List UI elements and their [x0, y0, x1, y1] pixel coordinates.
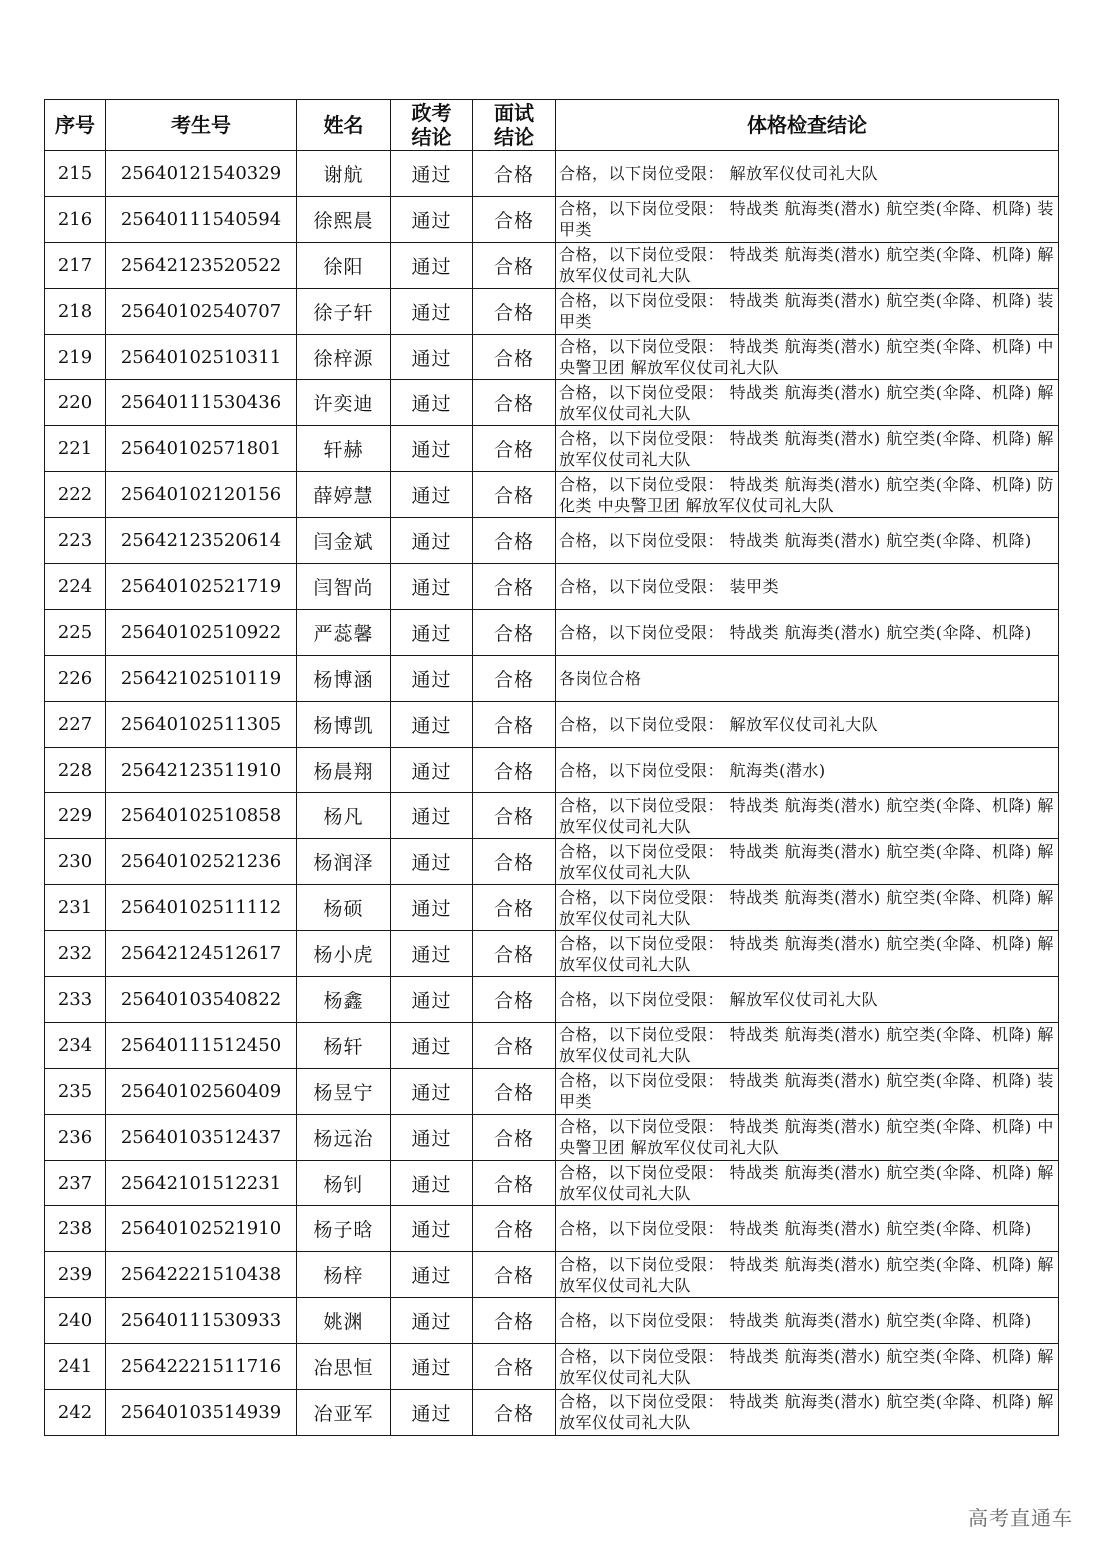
cell-political: 通过 [391, 334, 473, 380]
cell-index: 233 [45, 977, 106, 1023]
cell-name: 杨硕 [297, 885, 391, 931]
cell-exam-id: 25642123520614 [106, 518, 297, 564]
cell-physical: 合格，以下岗位受限： 特战类 航海类(潜水) 航空类(伞降、机降) 解放军仪仗司礼大队 [556, 426, 1059, 472]
cell-political: 通过 [391, 1344, 473, 1390]
cell-political: 通过 [391, 564, 473, 610]
cell-interview: 合格 [473, 1252, 556, 1298]
cell-index: 221 [45, 426, 106, 472]
cell-political: 通过 [391, 1206, 473, 1252]
cell-interview: 合格 [473, 518, 556, 564]
cell-name: 杨轩 [297, 1022, 391, 1068]
cell-physical: 合格，以下岗位受限： 特战类 航海类(潜水) 航空类(伞降、机降) 中央警卫团 解放军仪仗司礼大队 [556, 1114, 1059, 1160]
cell-physical: 合格，以下岗位受限： 特战类 航海类(潜水) 航空类(伞降、机降) 装甲类 [556, 1068, 1059, 1114]
cell-physical: 合格，以下岗位受限： 特战类 航海类(潜水) 航空类(伞降、机降) [556, 518, 1059, 564]
cell-physical: 合格，以下岗位受限： 特战类 航海类(潜水) 航空类(伞降、机降) 解放军仪仗司礼大队 [556, 1022, 1059, 1068]
cell-exam-id: 25642124512617 [106, 931, 297, 977]
cell-index: 232 [45, 931, 106, 977]
cell-interview: 合格 [473, 1114, 556, 1160]
cell-political: 通过 [391, 288, 473, 334]
cell-physical: 合格，以下岗位受限： 特战类 航海类(潜水) 航空类(伞降、机降) 解放军仪仗司礼大队 [556, 380, 1059, 426]
cell-index: 223 [45, 518, 106, 564]
cell-name: 杨凡 [297, 793, 391, 839]
cell-political: 通过 [391, 1160, 473, 1206]
table-row [45, 242, 1059, 288]
cell-exam-id: 25640102510311 [106, 334, 297, 380]
cell-political: 通过 [391, 701, 473, 747]
cell-interview: 合格 [473, 196, 556, 242]
cell-interview: 合格 [473, 609, 556, 655]
cell-physical: 合格，以下岗位受限： 解放军仪仗司礼大队 [556, 977, 1059, 1023]
cell-interview: 合格 [473, 747, 556, 793]
cell-exam-id: 25640102510858 [106, 793, 297, 839]
cell-name: 杨钊 [297, 1160, 391, 1206]
cell-index: 220 [45, 380, 106, 426]
cell-physical: 合格，以下岗位受限： 特战类 航海类(潜水) 航空类(伞降、机降) 解放军仪仗司礼大队 [556, 931, 1059, 977]
cell-exam-id: 25640103512437 [106, 1114, 297, 1160]
cell-index: 228 [45, 747, 106, 793]
cell-political: 通过 [391, 977, 473, 1023]
table-row [45, 701, 1059, 747]
cell-exam-id: 25642123511910 [106, 747, 297, 793]
cell-exam-id: 25640102511112 [106, 885, 297, 931]
cell-interview: 合格 [473, 151, 556, 197]
cell-name: 杨子晗 [297, 1206, 391, 1252]
cell-index: 227 [45, 701, 106, 747]
cell-exam-id: 25640102511305 [106, 701, 297, 747]
cell-exam-id: 25642102510119 [106, 655, 297, 701]
cell-interview: 合格 [473, 380, 556, 426]
table-row [45, 931, 1059, 977]
cell-name: 严蕊馨 [297, 609, 391, 655]
table-row [45, 472, 1059, 518]
cell-interview: 合格 [473, 655, 556, 701]
cell-political: 通过 [391, 609, 473, 655]
cell-interview: 合格 [473, 334, 556, 380]
cell-interview: 合格 [473, 977, 556, 1023]
cell-index: 241 [45, 1344, 106, 1390]
cell-physical: 合格，以下岗位受限： 特战类 航海类(潜水) 航空类(伞降、机降) 中央警卫团 解放军仪仗司礼大队 [556, 334, 1059, 380]
cell-physical: 合格，以下岗位受限： 特战类 航海类(潜水) 航空类(伞降、机降) 解放军仪仗司礼大队 [556, 839, 1059, 885]
cell-interview: 合格 [473, 793, 556, 839]
cell-political: 通过 [391, 885, 473, 931]
cell-physical: 合格，以下岗位受限： 特战类 航海类(潜水) 航空类(伞降、机降) 解放军仪仗司礼大队 [556, 1160, 1059, 1206]
cell-interview: 合格 [473, 564, 556, 610]
cell-interview: 合格 [473, 701, 556, 747]
cell-name: 冶思恒 [297, 1344, 391, 1390]
cell-name: 姚渊 [297, 1298, 391, 1344]
cell-political: 通过 [391, 1114, 473, 1160]
cell-name: 杨润泽 [297, 839, 391, 885]
header-political-line2: 结论 [411, 125, 452, 149]
cell-political: 通过 [391, 518, 473, 564]
cell-exam-id: 25640111512450 [106, 1022, 297, 1068]
cell-name: 谢航 [297, 151, 391, 197]
cell-political: 通过 [391, 196, 473, 242]
cell-physical: 合格，以下岗位受限： 特战类 航海类(潜水) 航空类(伞降、机降) 解放军仪仗司礼大队 [556, 885, 1059, 931]
cell-exam-id: 25642221510438 [106, 1252, 297, 1298]
cell-name: 杨博涵 [297, 655, 391, 701]
cell-name: 徐子轩 [297, 288, 391, 334]
cell-political: 通过 [391, 151, 473, 197]
cell-exam-id: 25640102521910 [106, 1206, 297, 1252]
header-interview-line1: 面试 [494, 101, 534, 125]
cell-exam-id: 25640102521719 [106, 564, 297, 610]
table-row [45, 334, 1059, 380]
cell-interview: 合格 [473, 839, 556, 885]
cell-name: 冶亚军 [297, 1390, 391, 1436]
cell-interview: 合格 [473, 1298, 556, 1344]
cell-political: 通过 [391, 1022, 473, 1068]
table-body [45, 151, 1059, 1436]
table-row [45, 151, 1059, 197]
cell-index: 231 [45, 885, 106, 931]
cell-exam-id: 25640102521236 [106, 839, 297, 885]
cell-index: 229 [45, 793, 106, 839]
cell-exam-id: 25642101512231 [106, 1160, 297, 1206]
cell-physical: 合格，以下岗位受限： 特战类 航海类(潜水) 航空类(伞降、机降) [556, 609, 1059, 655]
cell-name: 徐熙晨 [297, 196, 391, 242]
cell-index: 226 [45, 655, 106, 701]
cell-exam-id: 25640102540707 [106, 288, 297, 334]
table-row [45, 1252, 1059, 1298]
cell-interview: 合格 [473, 1390, 556, 1436]
cell-interview: 合格 [473, 931, 556, 977]
cell-name: 杨梓 [297, 1252, 391, 1298]
cell-name: 轩赫 [297, 426, 391, 472]
table-row [45, 564, 1059, 610]
cell-political: 通过 [391, 1252, 473, 1298]
cell-index: 230 [45, 839, 106, 885]
cell-interview: 合格 [473, 426, 556, 472]
cell-political: 通过 [391, 1298, 473, 1344]
cell-interview: 合格 [473, 472, 556, 518]
table-row [45, 609, 1059, 655]
header-exam-id: 考生号 [106, 100, 297, 151]
cell-index: 240 [45, 1298, 106, 1344]
cell-physical: 合格，以下岗位受限： 航海类(潜水) [556, 747, 1059, 793]
cell-name: 闫智尚 [297, 564, 391, 610]
cell-political: 通过 [391, 472, 473, 518]
cell-index: 219 [45, 334, 106, 380]
table-row [45, 1206, 1059, 1252]
cell-political: 通过 [391, 747, 473, 793]
header-political-line1: 政考 [411, 101, 452, 125]
cell-political: 通过 [391, 1390, 473, 1436]
cell-political: 通过 [391, 839, 473, 885]
cell-index: 236 [45, 1114, 106, 1160]
cell-name: 薛婷慧 [297, 472, 391, 518]
cell-interview: 合格 [473, 242, 556, 288]
cell-index: 237 [45, 1160, 106, 1206]
cell-interview: 合格 [473, 885, 556, 931]
cell-physical: 合格，以下岗位受限： 解放军仪仗司礼大队 [556, 701, 1059, 747]
cell-political: 通过 [391, 655, 473, 701]
cell-index: 217 [45, 242, 106, 288]
cell-name: 杨远治 [297, 1114, 391, 1160]
table-row [45, 839, 1059, 885]
cell-interview: 合格 [473, 1022, 556, 1068]
table-row [45, 288, 1059, 334]
header-interview [473, 100, 556, 151]
cell-interview: 合格 [473, 288, 556, 334]
cell-physical: 合格，以下岗位受限： 特战类 航海类(潜水) 航空类(伞降、机降) 装甲类 [556, 196, 1059, 242]
header-interview-line2: 结论 [494, 125, 534, 149]
table-row [45, 1298, 1059, 1344]
cell-exam-id: 25642123520522 [106, 242, 297, 288]
cell-exam-id: 25640102510922 [106, 609, 297, 655]
cell-name: 杨小虎 [297, 931, 391, 977]
cell-physical: 各岗位合格 [556, 655, 1059, 701]
cell-name: 杨昱宁 [297, 1068, 391, 1114]
header-index: 序号 [45, 100, 106, 151]
cell-political: 通过 [391, 426, 473, 472]
watermark: 高考直通车 [968, 1506, 1073, 1530]
cell-index: 216 [45, 196, 106, 242]
table-row [45, 655, 1059, 701]
cell-exam-id: 25640111530933 [106, 1298, 297, 1344]
cell-interview: 合格 [473, 1344, 556, 1390]
cell-interview: 合格 [473, 1206, 556, 1252]
cell-interview: 合格 [473, 1160, 556, 1206]
cell-exam-id: 25642221511716 [106, 1344, 297, 1390]
cell-index: 225 [45, 609, 106, 655]
table-row [45, 380, 1059, 426]
cell-exam-id: 25640103514939 [106, 1390, 297, 1436]
cell-index: 242 [45, 1390, 106, 1436]
cell-exam-id: 25640103540822 [106, 977, 297, 1023]
cell-physical: 合格，以下岗位受限： 特战类 航海类(潜水) 航空类(伞降、机降) 解放军仪仗司礼大队 [556, 1344, 1059, 1390]
cell-name: 杨博凯 [297, 701, 391, 747]
cell-physical: 合格，以下岗位受限： 特战类 航海类(潜水) 航空类(伞降、机降) [556, 1206, 1059, 1252]
cell-exam-id: 25640102120156 [106, 472, 297, 518]
results-table [44, 99, 1059, 1436]
table-row [45, 793, 1059, 839]
cell-exam-id: 25640121540329 [106, 151, 297, 197]
cell-physical: 合格，以下岗位受限： 特战类 航海类(潜水) 航空类(伞降、机降) 装甲类 [556, 288, 1059, 334]
cell-exam-id: 25640102571801 [106, 426, 297, 472]
cell-political: 通过 [391, 1068, 473, 1114]
cell-name: 闫金斌 [297, 518, 391, 564]
cell-index: 234 [45, 1022, 106, 1068]
cell-physical: 合格，以下岗位受限： 特战类 航海类(潜水) 航空类(伞降、机降) 解放军仪仗司礼大队 [556, 793, 1059, 839]
cell-index: 238 [45, 1206, 106, 1252]
header-physical: 体格检查结论 [556, 100, 1059, 151]
cell-exam-id: 25640111540594 [106, 196, 297, 242]
cell-political: 通过 [391, 793, 473, 839]
cell-name: 杨鑫 [297, 977, 391, 1023]
header-name: 姓名 [297, 100, 391, 151]
table-row [45, 1022, 1059, 1068]
cell-index: 224 [45, 564, 106, 610]
cell-name: 杨晨翔 [297, 747, 391, 793]
cell-name: 徐阳 [297, 242, 391, 288]
cell-index: 235 [45, 1068, 106, 1114]
cell-index: 239 [45, 1252, 106, 1298]
cell-name: 徐梓源 [297, 334, 391, 380]
cell-political: 通过 [391, 242, 473, 288]
header-row [45, 100, 1059, 151]
cell-exam-id: 25640111530436 [106, 380, 297, 426]
cell-interview: 合格 [473, 1068, 556, 1114]
cell-name: 许奕迪 [297, 380, 391, 426]
header-political [391, 100, 473, 151]
table-row [45, 885, 1059, 931]
table-row [45, 426, 1059, 472]
cell-physical: 合格，以下岗位受限： 特战类 航海类(潜水) 航空类(伞降、机降) 解放军仪仗司礼大队 [556, 1252, 1059, 1298]
cell-index: 215 [45, 151, 106, 197]
cell-physical: 合格，以下岗位受限： 解放军仪仗司礼大队 [556, 151, 1059, 197]
cell-political: 通过 [391, 931, 473, 977]
cell-exam-id: 25640102560409 [106, 1068, 297, 1114]
table-row [45, 196, 1059, 242]
cell-political: 通过 [391, 380, 473, 426]
table-row [45, 1160, 1059, 1206]
table-row [45, 518, 1059, 564]
table-row [45, 977, 1059, 1023]
cell-physical: 合格，以下岗位受限： 特战类 航海类(潜水) 航空类(伞降、机降) [556, 1298, 1059, 1344]
cell-physical: 合格，以下岗位受限： 装甲类 [556, 564, 1059, 610]
table-row [45, 1114, 1059, 1160]
cell-index: 222 [45, 472, 106, 518]
cell-index: 218 [45, 288, 106, 334]
cell-physical: 合格，以下岗位受限： 特战类 航海类(潜水) 航空类(伞降、机降) 解放军仪仗司礼大队 [556, 1390, 1059, 1436]
table-row [45, 1390, 1059, 1436]
cell-physical: 合格，以下岗位受限： 特战类 航海类(潜水) 航空类(伞降、机降) 解放军仪仗司礼大队 [556, 242, 1059, 288]
table-row [45, 1068, 1059, 1114]
cell-physical: 合格，以下岗位受限： 特战类 航海类(潜水) 航空类(伞降、机降) 防化类 中央警卫团 解放军仪仗司礼大队 [556, 472, 1059, 518]
table-row [45, 747, 1059, 793]
table-row [45, 1344, 1059, 1390]
